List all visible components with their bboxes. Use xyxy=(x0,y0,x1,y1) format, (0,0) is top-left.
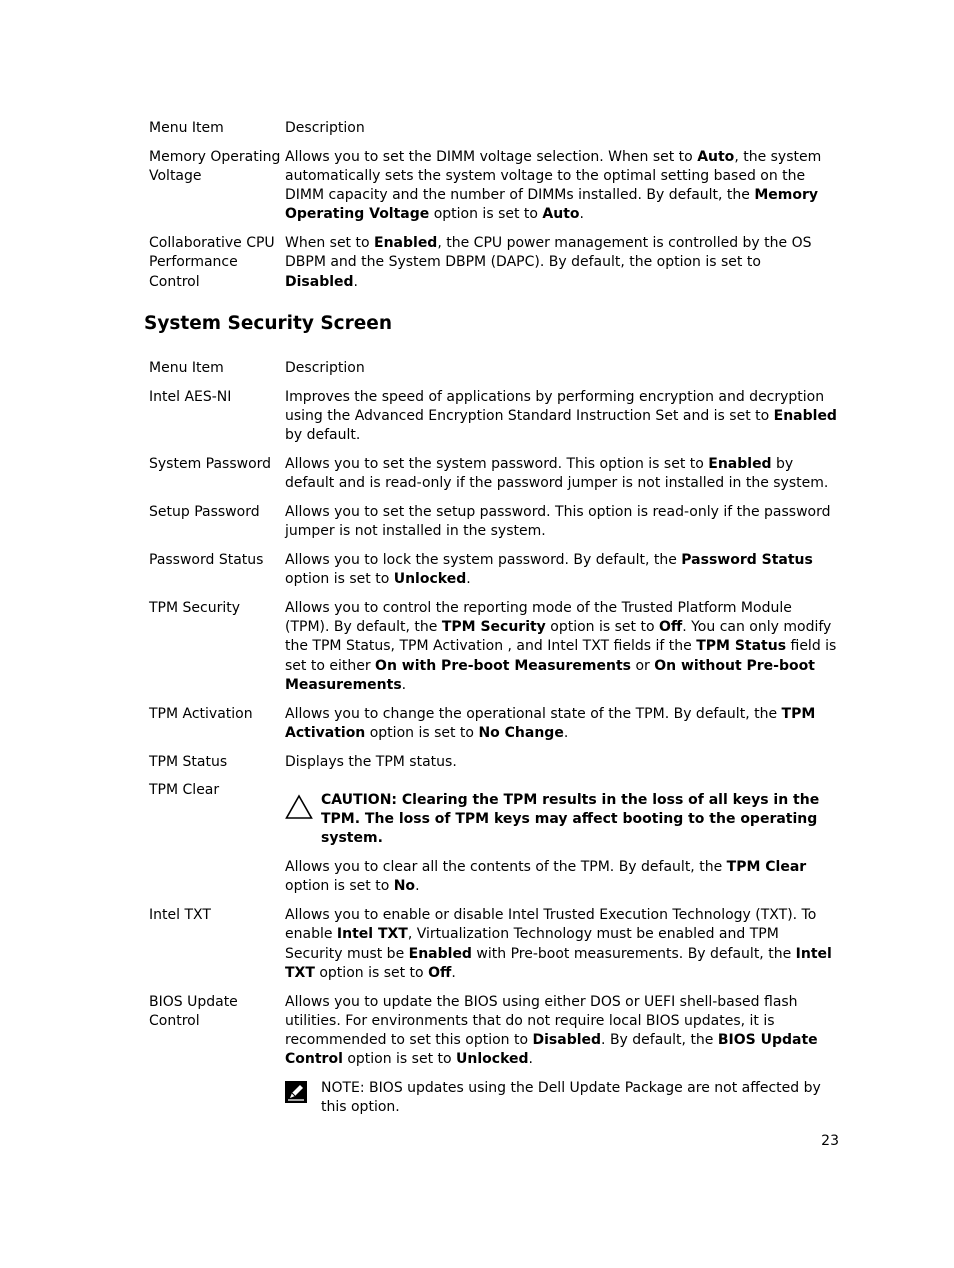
text-run: BIOS updates using the Dell Update Package are not affected by this option. xyxy=(321,1080,821,1116)
memory-settings-table xyxy=(149,119,839,301)
description-paragraph xyxy=(285,753,837,772)
menu-item-description xyxy=(285,551,837,589)
text-run: . xyxy=(401,676,407,693)
text-run: option is set to xyxy=(285,878,394,895)
note-callout xyxy=(285,1079,837,1117)
menu-item-label: System Password xyxy=(149,456,272,472)
menu-item-description xyxy=(285,753,837,772)
text-run: option is set to xyxy=(342,1051,457,1068)
table-row-tpm-clear xyxy=(149,781,839,896)
callout-text xyxy=(321,1079,837,1117)
section-heading: System Security Screen xyxy=(144,313,392,334)
bold-text: Off xyxy=(658,619,683,636)
table-header-row xyxy=(149,119,839,138)
text-run: . xyxy=(563,724,569,741)
text-run: . xyxy=(579,206,584,223)
text-run: , Virtualization Technology must be enabled and TPM Security must be xyxy=(285,926,779,962)
table-row-intel-aes-ni xyxy=(149,388,839,446)
table-row-tpm-security xyxy=(149,599,839,695)
text-run: with Pre-boot measurements. By default, the xyxy=(471,945,796,962)
menu-item-description xyxy=(285,503,837,541)
text-run: or xyxy=(631,657,655,674)
menu-item-label: BIOS Update Control xyxy=(149,993,238,1029)
text-run: option is set to xyxy=(545,619,659,636)
bold-text: Password Status xyxy=(681,552,813,568)
text-run: . You can only modify the TPM Status, TPM Activation , and Intel TXT fields if the xyxy=(285,619,832,655)
table-row-memory-operating-voltage xyxy=(149,148,839,225)
text-run: Allows you to enable or disable Intel Trusted Execution Technology (TXT). To enable xyxy=(285,907,817,943)
text-run: option is set to xyxy=(429,206,543,223)
description-paragraph xyxy=(285,993,837,1070)
text-run: . xyxy=(353,273,358,290)
text-run: Allows you to update the BIOS using either DOS or UEFI shell-based flash utilities. For environments that do not require local BIOS updates, it is recommended to set this option to xyxy=(285,993,798,1049)
bold-text: Unlocked xyxy=(393,571,467,588)
menu-item-description xyxy=(285,455,837,493)
text-run: option is set to xyxy=(314,964,429,981)
table-row-setup-password xyxy=(149,503,839,541)
bold-text: Enabled xyxy=(374,235,438,252)
menu-item-label: TPM Clear xyxy=(149,782,220,799)
column-header-menu-item: Menu Item xyxy=(149,360,224,376)
menu-item-description xyxy=(285,388,837,446)
column-header-menu-item: Menu Item xyxy=(149,120,224,136)
text-run: Allows you to clear all the contents of the TPM. By default, the xyxy=(285,859,727,876)
text-run: . xyxy=(466,571,471,588)
menu-item-description xyxy=(285,599,837,695)
table-row-tpm-activation xyxy=(149,705,839,743)
bold-text: Auto xyxy=(697,148,735,165)
page-number: 23 xyxy=(821,1133,839,1149)
menu-item-description xyxy=(285,234,837,292)
menu-item-label: Memory Operating Voltage xyxy=(149,148,281,184)
bold-text: TPM Clear xyxy=(726,859,807,876)
bold-text: TPM Status xyxy=(696,638,787,655)
table-row-tpm-status xyxy=(149,753,839,772)
text-run: . xyxy=(528,1051,533,1068)
text-run: by default and is read-only if the password jumper is not installed in the system. xyxy=(285,456,829,492)
description-paragraph xyxy=(285,599,837,695)
column-header-description: Description xyxy=(285,360,365,376)
menu-item-description xyxy=(285,906,837,983)
bold-text: Enabled xyxy=(708,456,772,472)
bold-text: Enabled xyxy=(408,945,472,962)
description-paragraph xyxy=(285,906,837,983)
bold-text: CAUTION: Clearing the TPM results in the loss of all keys in the TPM. The loss of TPM keys may affect booting to the operating system. xyxy=(321,792,820,847)
bold-text: TPM Activation xyxy=(285,705,816,741)
bold-text: Auto xyxy=(542,206,580,223)
table-header-row xyxy=(149,359,839,378)
description-paragraph xyxy=(285,503,837,541)
text-run: Allows you to control the reporting mode of the Trusted Platform Module (TPM). By default, the xyxy=(285,600,792,636)
text-run: . xyxy=(415,878,420,895)
menu-item-description xyxy=(285,705,837,743)
text-run: When set to xyxy=(285,235,375,252)
menu-item-description xyxy=(285,781,837,896)
text-run: Allows you to set the system password. This option is set to xyxy=(285,456,709,472)
description-paragraph xyxy=(285,858,837,896)
menu-item-description xyxy=(285,993,837,1127)
menu-item-description xyxy=(285,148,837,225)
description-paragraph xyxy=(285,234,837,292)
note-icon xyxy=(285,1079,321,1117)
caution-callout xyxy=(285,791,837,849)
text-run: Allows you to lock the system password. By default, the xyxy=(285,552,682,568)
caution-icon xyxy=(285,791,321,829)
table-row-collaborative-cpu-performance-control xyxy=(149,234,839,292)
description-paragraph xyxy=(285,455,837,493)
table-row-system-password xyxy=(149,455,839,493)
bold-text: Unlocked xyxy=(456,1051,529,1068)
table-row-password-status xyxy=(149,551,839,589)
bold-text: Intel TXT xyxy=(336,926,408,943)
text-run: . By default, the xyxy=(601,1032,718,1049)
text-run: Allows you to set the DIMM voltage selection. When set to xyxy=(285,148,698,165)
menu-item-label: Setup Password xyxy=(149,504,260,520)
menu-item-label: TPM Security xyxy=(149,600,241,616)
bold-text: Memory Operating Voltage xyxy=(285,187,819,223)
text-run: Allows you to change the operational state of the TPM. By default, the xyxy=(285,705,782,722)
text-run: by default. xyxy=(285,427,361,444)
bold-text: No xyxy=(393,878,416,895)
bold-text: On with Pre-boot Measurements xyxy=(375,657,631,674)
table-row-intel-txt xyxy=(149,906,839,983)
bold-text: No Change xyxy=(478,724,564,741)
menu-item-label: TPM Activation xyxy=(149,705,253,722)
description-paragraph xyxy=(285,388,837,446)
callout-text xyxy=(321,791,837,849)
text-run: field is set to either xyxy=(285,638,837,674)
bold-text: Intel TXT xyxy=(285,945,832,981)
menu-item-label: Intel TXT xyxy=(149,907,211,924)
text-run: Allows you to set the setup password. This option is read-only if the password jumper is not installed in the system. xyxy=(285,504,831,540)
text-run: , the system automatically sets the system voltage to the optimal setting based on the DIMM capacity and the number of DIMMs installed. By default, the xyxy=(285,148,822,204)
menu-item-label: Collaborative CPU Performance Control xyxy=(149,235,275,290)
bold-text: BIOS Update Control xyxy=(285,1032,818,1068)
bold-text: Enabled xyxy=(773,408,837,424)
description-paragraph xyxy=(285,705,837,743)
description-paragraph xyxy=(285,148,837,225)
text-run: option is set to xyxy=(285,571,394,588)
bold-text: Disabled xyxy=(532,1032,602,1049)
column-header-description: Description xyxy=(285,120,365,136)
text-run: NOTE: xyxy=(321,1080,365,1097)
bold-text: TPM Security xyxy=(441,619,546,636)
text-run: . xyxy=(451,964,456,981)
text-run: option is set to xyxy=(365,724,479,741)
system-security-table xyxy=(149,359,839,1127)
menu-item-label: TPM Status xyxy=(149,753,228,770)
description-paragraph xyxy=(285,551,837,589)
table-row-bios-update-control xyxy=(149,993,839,1127)
menu-item-label: Password Status xyxy=(149,552,264,568)
text-run: Displays the TPM status. xyxy=(285,753,457,770)
menu-item-label: Intel AES-NI xyxy=(149,388,232,405)
bold-text: On without Pre-boot Measurements xyxy=(285,657,815,693)
bold-text: Off xyxy=(428,964,452,981)
bold-text: Disabled xyxy=(285,273,354,290)
text-run: Improves the speed of applications by performing encryption and decryption using the Advanced Encryption Standard Instruction Set and is set to xyxy=(285,388,825,424)
text-run: , the CPU power management is controlled by the OS DBPM and the System DBPM (DAPC). By default, the option is set to xyxy=(285,235,812,271)
